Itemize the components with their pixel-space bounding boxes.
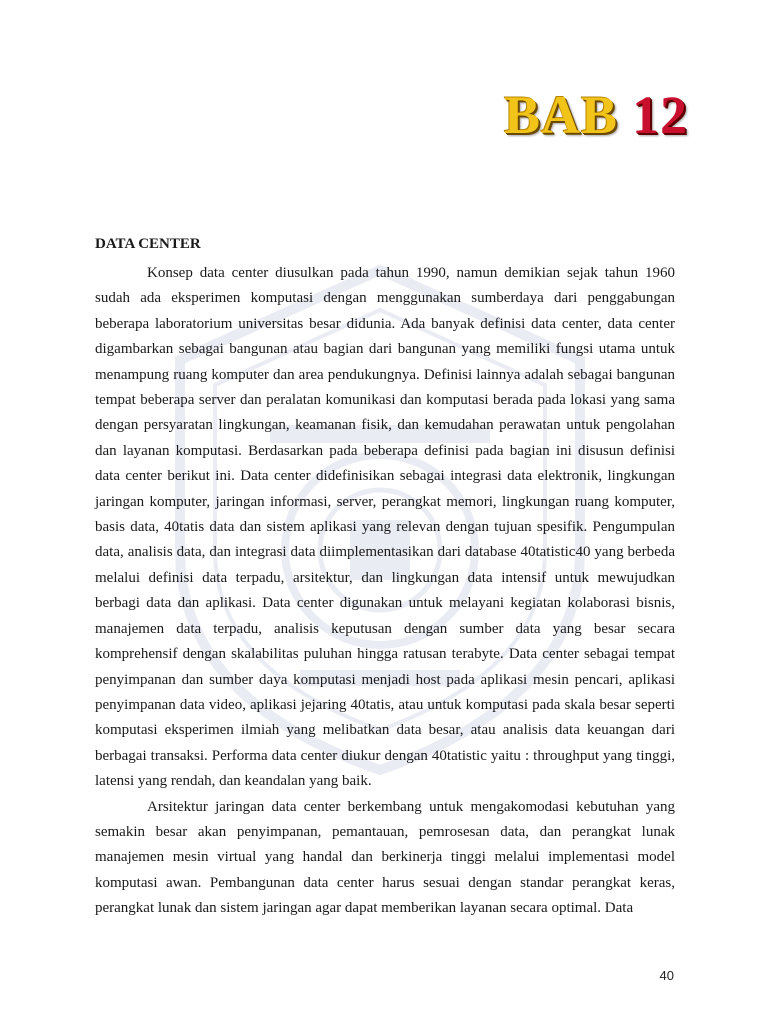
page-number: 40 [659,968,674,983]
chapter-word: BAB [503,85,618,145]
paragraph: Arsitektur jaringan data center berkembang untuk mengakomodasi kebutuhan yang semakin besar akan penyimpanan, pemantauan, pemrosesan data, dan perangkat lunak manajemen mesin virtual yang handal dan berkinerja tinggi melalui implementasi model komputasi awan. Pembangunan data center harus sesuai dengan standar perangkat keras, perangkat lunak dan sistem jaringan agar dapat memberikan layanan secara optimal. Data [95,798,675,917]
chapter-number: 12 [632,85,688,145]
chapter-title [503,85,688,145]
section-heading: DATA CENTER [95,236,201,252]
paragraph: Konsep data center diusulkan pada tahun 1990, namun demikian sejak tahun 1960 sudah ada eksperimen komputasi dengan menggunakan sumberdaya dari penggabungan beberapa laboratorium universitas besar didunia. Ada banyak definisi data center, data center digambarkan sebagai bangunan atau bagian dari bangunan yang memiliki fungsi utama untuk menampung ruang komputer dan area pendukungnya. Definisi lainnya adalah sebagai bangunan tempat beberapa server dan peralatan komunikasi dan komputasi berada pada lokasi yang sama dengan persyaratan lingkungan, keamanan fisik, dan kemudahan perawatan untuk pengolahan dan layanan komputasi. Berdasarkan pada beberapa definisi pada bagian ini disusun definisi data center berikut ini. Data center didefinisikan sebagai integrasi data elektronik, lingkungan jaringan komputer, jaringan informasi, server, perangkat memori, lingkungan ruang komputer, basis data, 40tatis data dan sistem aplikasi yang relevan dengan tujuan spesifik. Pengumpulan data, analisis data, dan integrasi data diimplementasikan dari database 40tatistic40 yang berbeda melalui definisi data terpadu, arsitektur, dan lingkungan data intensif untuk mewujudkan berbagi data dan aplikasi. Data center digunakan untuk melayani kegiatan kolaborasi bisnis, manajemen data terpadu, analisis keputusan dengan sumber data yang besar secara komprehensif dengan skalabilitas puluhan hingga ratusan terabyte. Data center sebagai tempat penyimpanan dan sumber daya komputasi menjadi host pada aplikasi mesin pencari, aplikasi penyimpanan data video, aplikasi jejaring 40tatis, atau untuk komputasi pada skala besar seperti komputasi eksperimen ilmiah yang melibatkan data besar, atau analisis data keuangan dari berbagai transaksi. Performa data center diukur dengan 40tatistic yaitu : throughput yang tinggi, latensi yang rendah, dan keandalan yang baik. [95,265,675,790]
section-content [95,226,675,922]
